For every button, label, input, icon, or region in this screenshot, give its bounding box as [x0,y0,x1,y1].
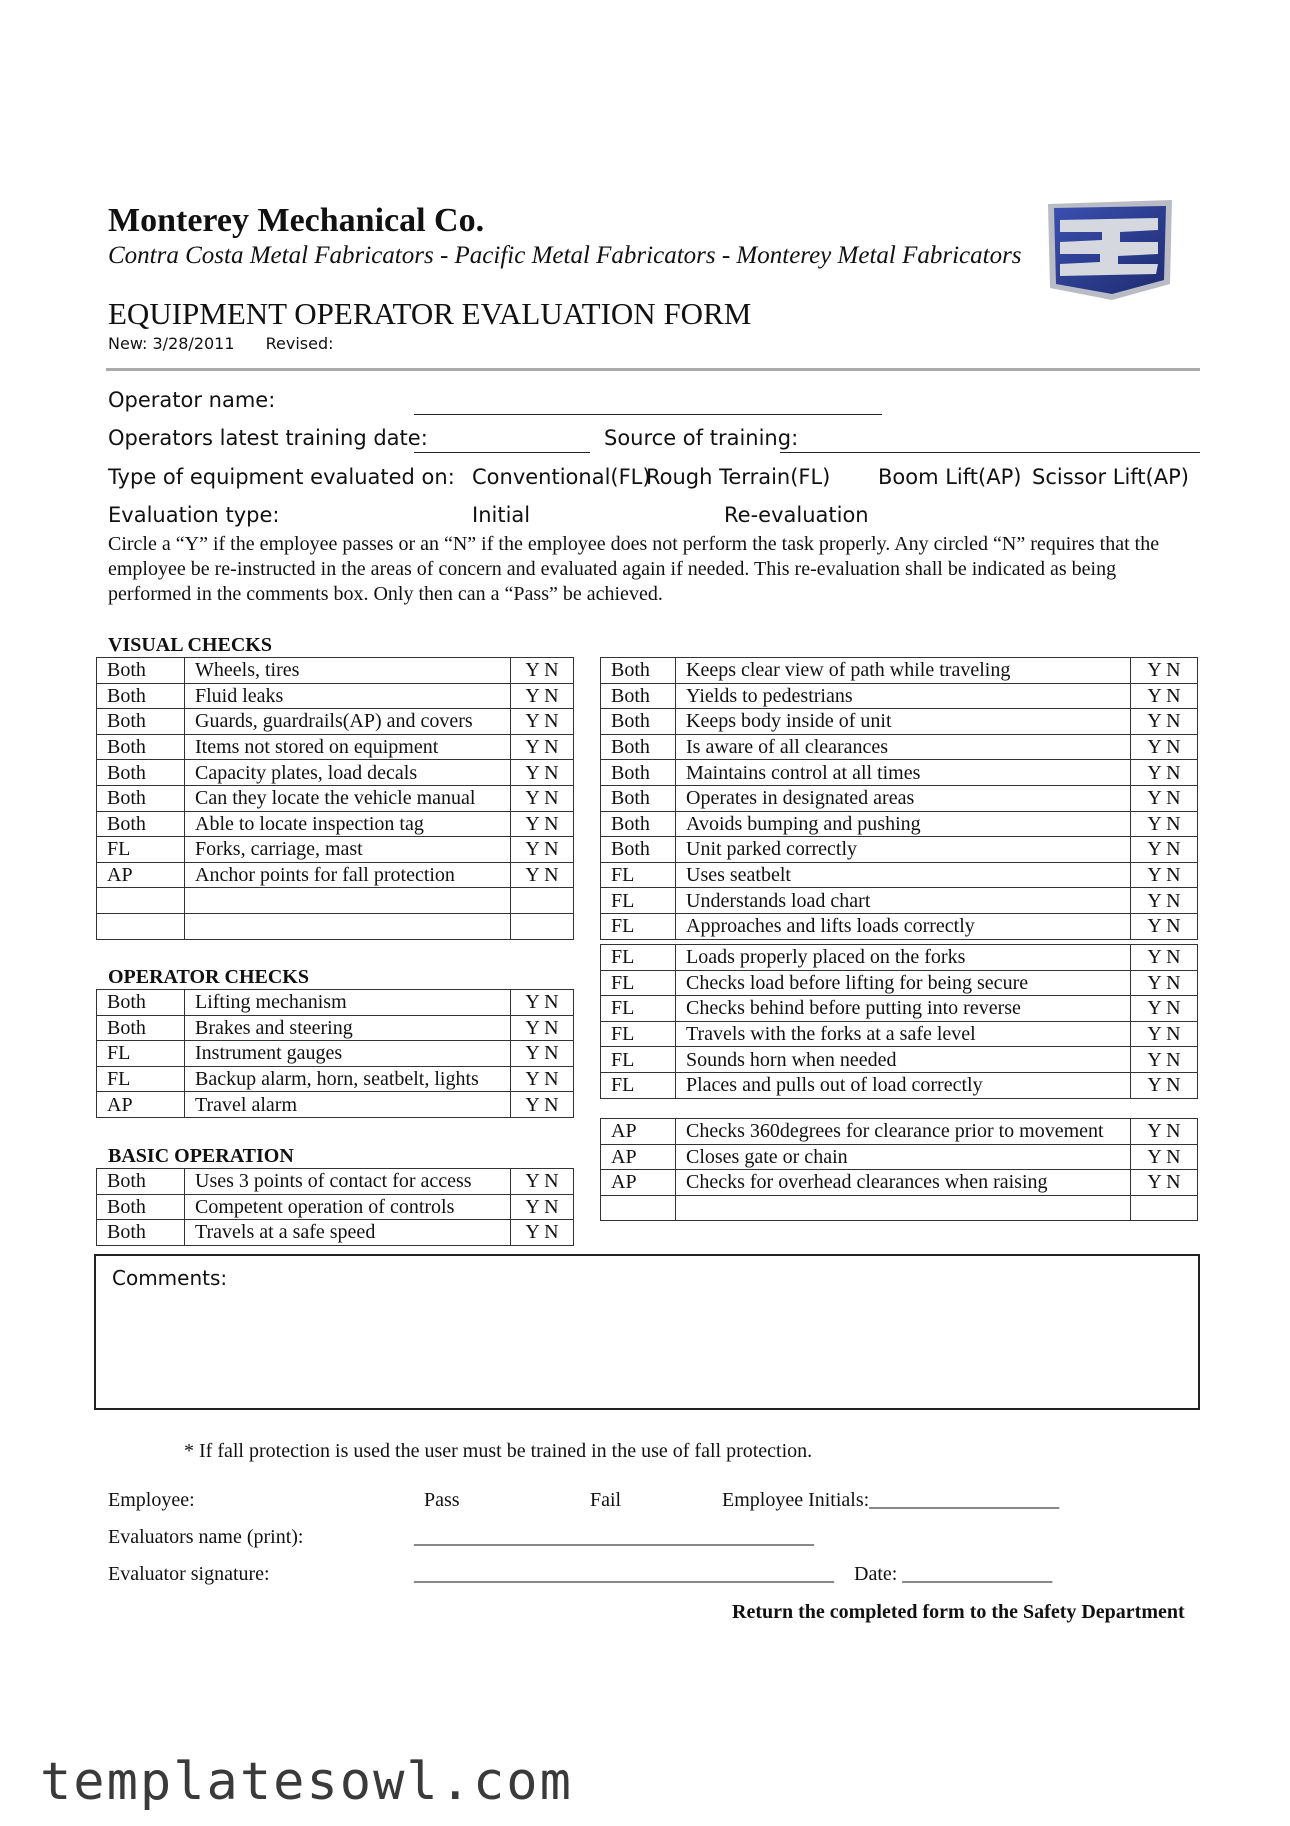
check-item-cell: Places and pulls out of load correctly [676,1072,1131,1098]
equipment-type-cell [97,888,185,914]
visual-check-row [97,658,574,684]
yes-no-cell[interactable]: Y N [511,1169,574,1195]
equipment-option-boom-lift[interactable]: Boom Lift(AP) [878,465,1022,489]
operator-check-row [97,1041,574,1067]
yes-no-cell[interactable]: Y N [1131,683,1198,709]
forklift-check-row [601,1072,1198,1098]
yes-no-cell[interactable]: Y N [511,1220,574,1246]
yes-no-cell [511,913,574,939]
source-training-label: Source of training: [604,426,799,450]
yes-no-cell[interactable]: Y N [511,862,574,888]
yes-no-cell[interactable]: Y N [511,785,574,811]
check-item-cell: Sounds horn when needed [676,1047,1131,1073]
yes-no-cell[interactable]: Y N [1131,913,1198,939]
equipment-type-cell: Both [97,760,185,786]
visual-check-row [97,785,574,811]
aerial-lift-check-row [601,1170,1198,1196]
yes-no-cell[interactable]: Y N [511,760,574,786]
check-item-cell: Uses seatbelt [676,862,1131,888]
equipment-type-cell: Both [97,990,185,1016]
new-date: New: 3/28/2011 [108,334,235,353]
equipment-type-cell: FL [601,1072,676,1098]
yes-no-cell[interactable]: Y N [1131,1144,1198,1170]
evaluator-signature-field[interactable]: __________________________________________ [414,1563,834,1585]
comments-label: Comments: [112,1266,228,1290]
check-item-cell: Understands load chart [676,888,1131,914]
fall-protection-note: * If fall protection is used the user must be trained in the use of fall protection. [184,1440,813,1462]
equipment-type-cell: Both [97,1169,185,1195]
operation-check-row [601,785,1198,811]
check-item-cell: Operates in designated areas [676,785,1131,811]
employee-label: Employee: [108,1489,195,1511]
yes-no-cell[interactable]: Y N [1131,945,1198,971]
visual-check-row [97,683,574,709]
equipment-type-cell: FL [601,1021,676,1047]
yes-no-cell[interactable]: Y N [511,1015,574,1041]
operation-check-row [601,709,1198,735]
revised-date: Revised: [265,334,334,353]
operation-check-row [601,837,1198,863]
check-item-cell: Is aware of all clearances [676,734,1131,760]
yes-no-cell[interactable]: Y N [511,658,574,684]
yes-no-cell[interactable]: Y N [511,1194,574,1220]
check-item-cell [185,913,511,939]
yes-no-cell[interactable]: Y N [1131,862,1198,888]
equipment-type-cell [97,913,185,939]
operator-checks-table [96,989,574,1118]
check-item-cell: Anchor points for fall protection [185,862,511,888]
equipment-type-cell: FL [97,1041,185,1067]
yes-no-cell[interactable]: Y N [1131,785,1198,811]
equipment-type-cell [601,1195,676,1221]
equipment-type-cell: FL [601,945,676,971]
yes-no-cell[interactable]: Y N [1131,996,1198,1022]
visual-check-row [97,760,574,786]
equipment-type-cell: Both [601,760,676,786]
equipment-type-cell: FL [601,888,676,914]
operator-check-row [97,1092,574,1118]
evaluation-option-initial[interactable]: Initial [472,503,531,527]
aerial-lift-checks-table [600,1118,1198,1221]
equipment-type-cell: FL [97,837,185,863]
yes-no-cell[interactable]: Y N [1131,1047,1198,1073]
check-item-cell: Uses 3 points of contact for access [185,1169,511,1195]
forklift-checks-table [600,944,1198,1099]
equipment-type-cell: Both [97,658,185,684]
yes-no-cell[interactable]: Y N [1131,658,1198,684]
evaluator-name-field[interactable]: ________________________________________ [414,1526,814,1548]
header-divider [106,368,1200,371]
check-item-cell: Competent operation of controls [185,1194,511,1220]
check-item-cell [676,1195,1131,1221]
aerial-lift-check-row [601,1144,1198,1170]
evaluator-name-label: Evaluators name (print): [108,1526,304,1548]
equipment-type-cell: FL [97,1066,185,1092]
form-dates [108,334,360,353]
basic-operation-row [97,1194,574,1220]
yes-no-cell[interactable]: Y N [1131,970,1198,996]
yes-no-cell[interactable]: Y N [511,811,574,837]
visual-checks-heading: VISUAL CHECKS [108,634,272,656]
check-item-cell: Capacity plates, load decals [185,760,511,786]
basic-operation-row [97,1169,574,1195]
equipment-type-cell: Both [601,785,676,811]
check-item-cell: Fluid leaks [185,683,511,709]
equipment-type-cell: Both [97,811,185,837]
equipment-option-rough-terrain[interactable]: Rough Terrain(FL) [646,465,831,489]
equipment-type-cell: Both [97,683,185,709]
aerial-lift-check-row [601,1119,1198,1145]
form-title: EQUIPMENT OPERATOR EVALUATION FORM [108,296,752,331]
yes-no-cell[interactable]: Y N [511,1066,574,1092]
check-item-cell [185,888,511,914]
equipment-type-cell: Both [97,1194,185,1220]
check-item-cell: Backup alarm, horn, seatbelt, lights [185,1066,511,1092]
training-date-label: Operators latest training date: [108,426,428,450]
visual-check-row [97,837,574,863]
equipment-type-cell: AP [601,1144,676,1170]
company-logo-icon [1042,198,1178,302]
check-item-cell: Lifting mechanism [185,990,511,1016]
evaluation-option-reevaluation[interactable]: Re-evaluation [724,503,869,527]
equipment-type-cell: FL [601,1047,676,1073]
yes-no-cell[interactable]: Y N [1131,1170,1198,1196]
yes-no-cell[interactable]: Y N [511,1041,574,1067]
equipment-type-cell: Both [601,658,676,684]
equipment-type-cell: Both [97,785,185,811]
operation-check-row [601,683,1198,709]
yes-no-cell[interactable]: Y N [511,837,574,863]
visual-check-row [97,734,574,760]
equipment-type-cell: AP [601,1170,676,1196]
check-item-cell: Items not stored on equipment [185,734,511,760]
operation-check-row [601,888,1198,914]
check-item-cell: Unit parked correctly [676,837,1131,863]
training-date-field[interactable] [414,452,590,453]
yes-no-cell[interactable]: Y N [1131,1119,1198,1145]
equipment-type-cell: Both [601,811,676,837]
yes-no-cell[interactable]: Y N [1131,837,1198,863]
yes-no-cell[interactable]: Y N [511,990,574,1016]
forklift-check-row [601,945,1198,971]
check-item-cell: Closes gate or chain [676,1144,1131,1170]
equipment-option-scissor-lift[interactable]: Scissor Lift(AP) [1032,465,1189,489]
check-item-cell: Keeps clear view of path while traveling [676,658,1131,684]
company-name: Monterey Mechanical Co. [108,202,485,239]
yes-no-cell[interactable]: Y N [511,1092,574,1118]
check-item-cell: Checks 360degrees for clearance prior to movement [676,1119,1131,1145]
check-item-cell: Checks load before lifting for being secure [676,970,1131,996]
forklift-check-row [601,1047,1198,1073]
operator-checks-heading: OPERATOR CHECKS [108,966,309,988]
visual-check-row [97,709,574,735]
equipment-type-cell: AP [601,1119,676,1145]
instructions: Circle a “Y” if the employee passes or an “N” if the employee does not perform the task properly. Any circled “N” requires that the employee be re-instructed in the areas of concern and evaluated again if needed. This re-evaluation shall be indicated as being performed in the comments box. Only then can a “Pass” be achieved. [108,533,1160,605]
yes-no-cell[interactable]: Y N [1131,888,1198,914]
source-training-field[interactable] [780,452,1200,453]
operation-checks-table [600,657,1198,940]
equipment-option-conventional[interactable]: Conventional(FL) [472,465,651,489]
return-note: Return the completed form to the Safety Department [732,1601,1185,1623]
employee-initials-field[interactable]: Employee Initials:___________________ [722,1489,1060,1511]
forklift-check-row [601,996,1198,1022]
yes-no-cell[interactable]: Y N [1131,1021,1198,1047]
yes-no-cell[interactable]: Y N [1131,1072,1198,1098]
operation-check-row [601,658,1198,684]
check-item-cell: Loads properly placed on the forks [676,945,1131,971]
yes-no-cell[interactable]: Y N [511,683,574,709]
evaluation-type-label: Evaluation type: [108,503,280,527]
equipment-type-cell: Both [97,734,185,760]
operator-check-row [97,1015,574,1041]
check-item-cell: Approaches and lifts loads correctly [676,913,1131,939]
check-item-cell: Forks, carriage, mast [185,837,511,863]
operation-check-row [601,760,1198,786]
yes-no-cell[interactable]: Y N [1131,760,1198,786]
check-item-cell: Brakes and steering [185,1015,511,1041]
equipment-type-cell: Both [601,734,676,760]
equipment-type-cell: AP [97,1092,185,1118]
operation-check-row [601,734,1198,760]
yes-no-cell [511,888,574,914]
basic-operation-row [97,1220,574,1246]
equipment-type-cell: Both [97,1220,185,1246]
check-item-cell: Avoids bumping and pushing [676,811,1131,837]
check-item-cell: Can they locate the vehicle manual [185,785,511,811]
visual-check-row [97,913,574,939]
check-item-cell: Able to locate inspection tag [185,811,511,837]
date-field[interactable]: Date: _______________ [854,1563,1053,1585]
check-item-cell: Checks behind before putting into reverse [676,996,1131,1022]
operator-check-row [97,990,574,1016]
operation-check-row [601,811,1198,837]
equipment-type-cell: Both [97,1015,185,1041]
equipment-type-cell: Both [601,837,676,863]
check-item-cell: Checks for overhead clearances when raising [676,1170,1131,1196]
equipment-type-cell: FL [601,913,676,939]
check-item-cell: Keeps body inside of unit [676,709,1131,735]
yes-no-cell[interactable]: Y N [1131,709,1198,735]
forklift-check-row [601,1021,1198,1047]
pass-option[interactable]: Pass [424,1489,460,1511]
evaluator-signature-label: Evaluator signature: [108,1563,270,1585]
check-item-cell: Wheels, tires [185,658,511,684]
yes-no-cell [1131,1195,1198,1221]
forklift-check-row [601,970,1198,996]
basic-operation-table [96,1168,574,1246]
equipment-type-cell: FL [601,862,676,888]
operator-name-field[interactable] [414,414,882,415]
check-item-cell: Travels at a safe speed [185,1220,511,1246]
yes-no-cell[interactable]: Y N [1131,811,1198,837]
equipment-type-cell: FL [601,970,676,996]
check-item-cell: Maintains control at all times [676,760,1131,786]
operation-check-row [601,913,1198,939]
operator-name-label: Operator name: [108,388,276,412]
visual-check-row [97,862,574,888]
yes-no-cell[interactable]: Y N [511,709,574,735]
check-item-cell: Guards, guardrails(AP) and covers [185,709,511,735]
check-item-cell: Travels with the forks at a safe level [676,1021,1131,1047]
visual-check-row [97,811,574,837]
check-item-cell: Instrument gauges [185,1041,511,1067]
visual-check-row [97,888,574,914]
equipment-type-cell: Both [601,683,676,709]
equipment-type-cell: Both [601,709,676,735]
aerial-lift-check-row [601,1195,1198,1221]
check-item-cell: Travel alarm [185,1092,511,1118]
comments-box[interactable] [94,1254,1200,1410]
equipment-type-cell: AP [97,862,185,888]
equipment-type-cell: Both [97,709,185,735]
yes-no-cell[interactable]: Y N [1131,734,1198,760]
equipment-type-label: Type of equipment evaluated on: [108,465,455,489]
check-item-cell: Yields to pedestrians [676,683,1131,709]
operation-check-row [601,862,1198,888]
basic-operation-heading: BASIC OPERATION [108,1145,294,1167]
fail-option[interactable]: Fail [590,1489,622,1511]
visual-checks-table [96,657,574,940]
equipment-type-cell: FL [601,996,676,1022]
subsidiaries: Contra Costa Metal Fabricators - Pacific Metal Fabricators - Monterey Metal Fabricators [108,242,1022,269]
yes-no-cell[interactable]: Y N [511,734,574,760]
watermark: templatesowl.com [40,1752,573,1812]
operator-check-row [97,1066,574,1092]
